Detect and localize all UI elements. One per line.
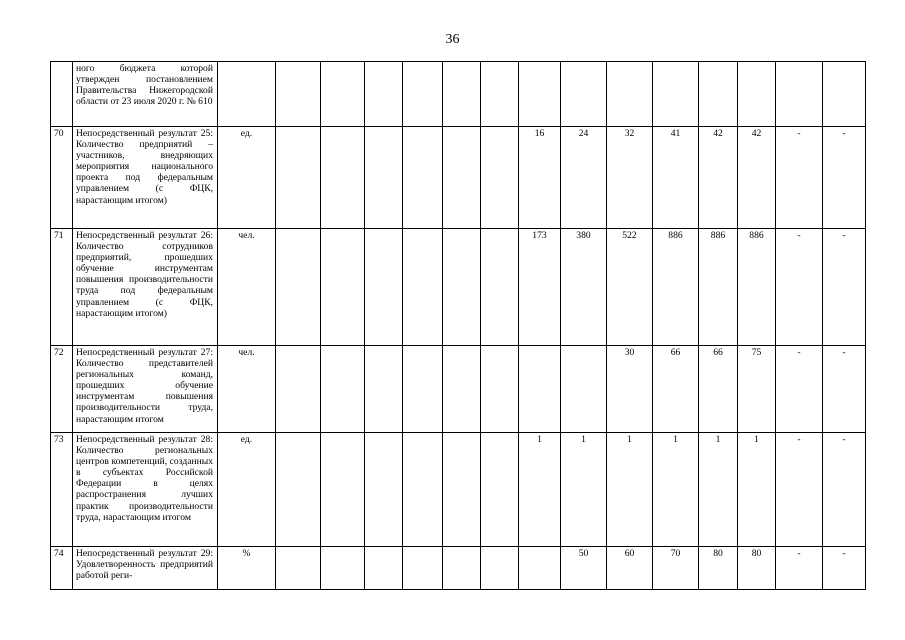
- value-cell: 42: [738, 127, 776, 229]
- value-cell: -: [776, 547, 823, 590]
- value-cell: 1: [699, 433, 738, 547]
- value-cell: [561, 62, 607, 127]
- value-cell: [443, 229, 481, 346]
- value-cell: 80: [738, 547, 776, 590]
- value-cell: -: [776, 127, 823, 229]
- value-cell: [321, 433, 365, 547]
- value-cell: 42: [699, 127, 738, 229]
- value-cell: -: [823, 127, 866, 229]
- value-cell: [403, 62, 443, 127]
- value-cell: 80: [699, 547, 738, 590]
- value-cell: [276, 433, 321, 547]
- value-cell: [276, 229, 321, 346]
- value-cell: [519, 62, 561, 127]
- value-cell: [823, 62, 866, 127]
- description-cell: ного бюджета которой утвержден постановлением Правительства Нижегородской области от 23 июля 2020 г. № 610: [73, 62, 218, 127]
- unit-cell: ед.: [218, 433, 276, 547]
- value-cell: 66: [653, 346, 699, 433]
- value-cell: [365, 547, 403, 590]
- value-cell: [365, 229, 403, 346]
- value-cell: [443, 62, 481, 127]
- value-cell: [443, 433, 481, 547]
- value-cell: [481, 127, 519, 229]
- value-cell: 41: [653, 127, 699, 229]
- value-cell: [561, 346, 607, 433]
- value-cell: [481, 346, 519, 433]
- value-cell: [481, 62, 519, 127]
- value-cell: [321, 346, 365, 433]
- value-cell: [481, 547, 519, 590]
- indicators-table: [50, 61, 866, 590]
- value-cell: [403, 127, 443, 229]
- unit-cell: чел.: [218, 229, 276, 346]
- table-row: [51, 346, 866, 433]
- value-cell: -: [823, 346, 866, 433]
- value-cell: 1: [519, 433, 561, 547]
- value-cell: [276, 62, 321, 127]
- table-row: [51, 229, 866, 346]
- value-cell: [443, 127, 481, 229]
- value-cell: 886: [653, 229, 699, 346]
- value-cell: -: [823, 229, 866, 346]
- value-cell: 173: [519, 229, 561, 346]
- value-cell: 70: [653, 547, 699, 590]
- row-number-cell: 72: [51, 346, 73, 433]
- value-cell: -: [776, 433, 823, 547]
- description-cell: Непосредственный результат 28: Количество региональных центров компетенций, созданных в субъектах Российской Федерации в целях распространения лучших практик производительности труда, нарастающим итогом: [73, 433, 218, 547]
- value-cell: [321, 62, 365, 127]
- value-cell: [365, 127, 403, 229]
- table-row: [51, 433, 866, 547]
- value-cell: [276, 127, 321, 229]
- value-cell: [365, 433, 403, 547]
- description-cell: Непосредственный результат 27: Количество представителей региональных команд, прошедших обучение инструментам повышения производительности труда, нарастающим итогом: [73, 346, 218, 433]
- row-number-cell: 70: [51, 127, 73, 229]
- value-cell: 66: [699, 346, 738, 433]
- description-cell: Непосредственный результат 29: Удовлетворенность предприятий работой реги-: [73, 547, 218, 590]
- unit-cell: чел.: [218, 346, 276, 433]
- value-cell: [403, 433, 443, 547]
- value-cell: [403, 229, 443, 346]
- value-cell: [276, 547, 321, 590]
- value-cell: [607, 62, 653, 127]
- row-number-cell: 73: [51, 433, 73, 547]
- table-row: [51, 62, 866, 127]
- value-cell: [365, 62, 403, 127]
- unit-cell: [218, 62, 276, 127]
- value-cell: [519, 346, 561, 433]
- value-cell: [519, 547, 561, 590]
- value-cell: [321, 127, 365, 229]
- value-cell: 24: [561, 127, 607, 229]
- value-cell: 30: [607, 346, 653, 433]
- value-cell: [481, 433, 519, 547]
- unit-cell: ед.: [218, 127, 276, 229]
- value-cell: 50: [561, 547, 607, 590]
- value-cell: 32: [607, 127, 653, 229]
- value-cell: [776, 62, 823, 127]
- description-cell: Непосредственный результат 25: Количество предприятий – участников, внедряющих мероприятия национального проекта под федеральным управлением (с ФЦК, нарастающим итогом): [73, 127, 218, 229]
- row-number-cell: 74: [51, 547, 73, 590]
- value-cell: 1: [561, 433, 607, 547]
- value-cell: [481, 229, 519, 346]
- value-cell: 75: [738, 346, 776, 433]
- unit-cell: %: [218, 547, 276, 590]
- value-cell: 886: [699, 229, 738, 346]
- table-row: [51, 547, 866, 590]
- value-cell: -: [776, 346, 823, 433]
- value-cell: -: [776, 229, 823, 346]
- value-cell: [699, 62, 738, 127]
- value-cell: [321, 229, 365, 346]
- value-cell: [276, 346, 321, 433]
- value-cell: -: [823, 547, 866, 590]
- value-cell: -: [823, 433, 866, 547]
- value-cell: 1: [653, 433, 699, 547]
- value-cell: 522: [607, 229, 653, 346]
- value-cell: 1: [607, 433, 653, 547]
- value-cell: 16: [519, 127, 561, 229]
- value-cell: [403, 547, 443, 590]
- table-row: [51, 127, 866, 229]
- row-number-cell: 71: [51, 229, 73, 346]
- value-cell: [365, 346, 403, 433]
- value-cell: 380: [561, 229, 607, 346]
- value-cell: [653, 62, 699, 127]
- value-cell: 1: [738, 433, 776, 547]
- page-number: 36: [445, 32, 460, 47]
- value-cell: [738, 62, 776, 127]
- description-cell: Непосредственный результат 26: Количество сотрудников предприятий, прошедших обучение инструментам повышения производительности труда под федеральным управлением (с ФЦК, нарастающим итогом): [73, 229, 218, 346]
- value-cell: [443, 346, 481, 433]
- value-cell: [403, 346, 443, 433]
- row-number-cell: [51, 62, 73, 127]
- value-cell: [443, 547, 481, 590]
- value-cell: 60: [607, 547, 653, 590]
- value-cell: 886: [738, 229, 776, 346]
- value-cell: [321, 547, 365, 590]
